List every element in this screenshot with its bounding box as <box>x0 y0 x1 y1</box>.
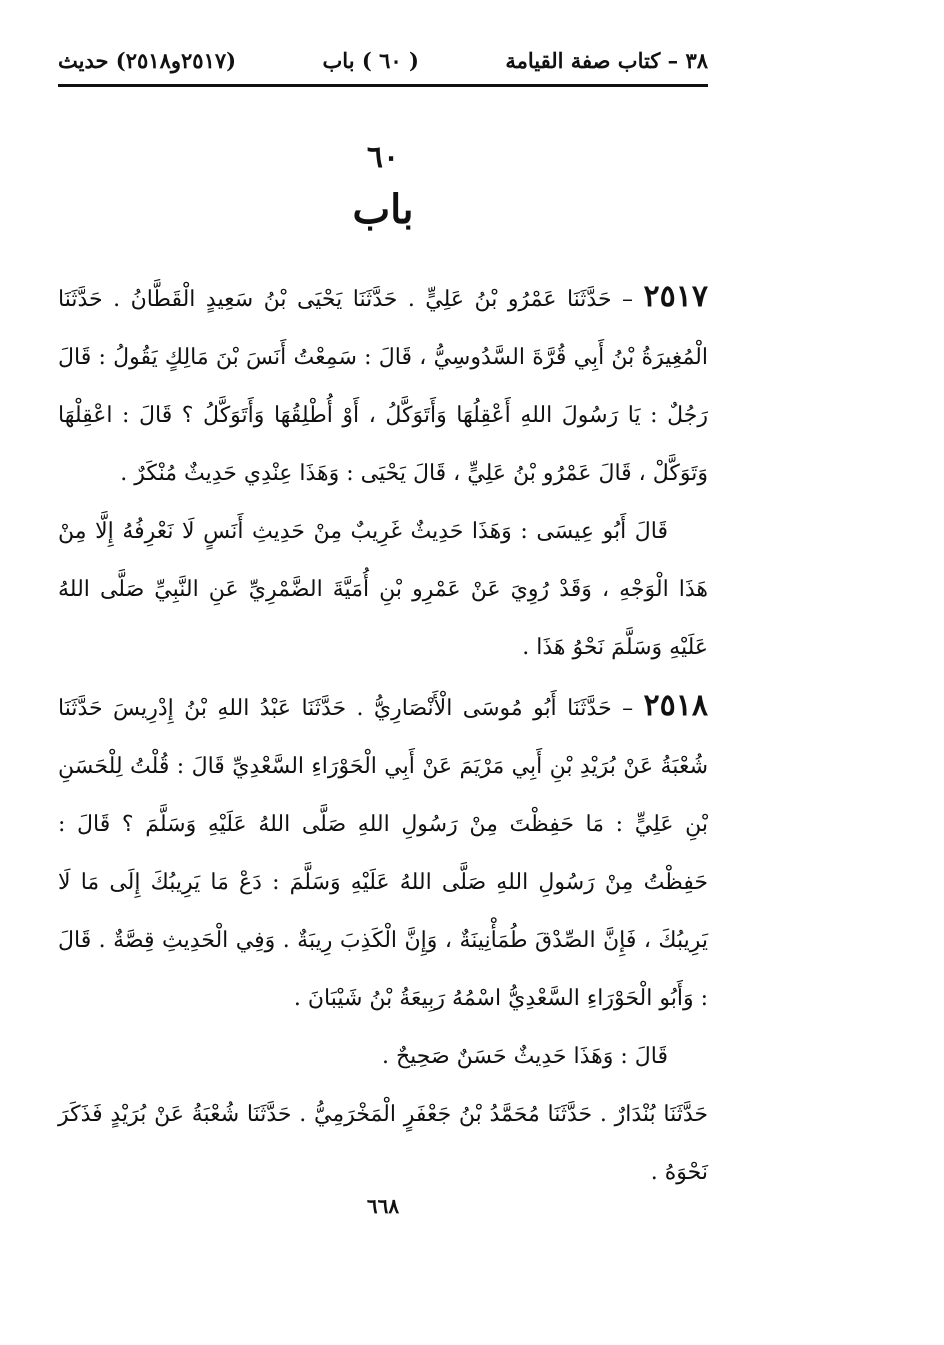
header-rule <box>58 84 708 87</box>
hadith-2517-text: – حَدَّثَنَا عَمْرُو بْنُ عَلِيٍّ . حَدَّثَنَا يَحْيَى بْنُ سَعِيدٍ الْقَطَّانُ . حَدَّثَنَا الْمُغِيرَةُ بْنُ أَبِي قُرَّةَ السَّدُوسِيُّ ، قَالَ : سَمِعْتُ أَنَسَ بْنَ مَالِكٍ يَقُولُ : قَالَ رَجُلٌ : يَا رَسُولَ اللهِ أَعْقِلُهَا وَأَتَوَكَّلُ ، أَوْ أُطْلِقُهَا وَأَتَوَكَّلُ ؟ قَالَ : اعْقِلْهَا وَتَوَكَّلْ ، قَالَ عَمْرُو بْنُ عَلِيٍّ ، قَالَ يَحْيَى : وَهَذَا عِنْدِي حَدِيثٌ مُنْكَرٌ . <box>58 287 708 486</box>
hadith-2517 <box>58 268 708 503</box>
page-number: ٦٦٨ <box>366 1194 400 1218</box>
header-hadith-range: (٢٥١٧و٢٥١٨) حديث <box>58 47 237 73</box>
chapter-title: باب <box>352 186 414 233</box>
header-book-title: ٣٨ – كتاب صفة القيامة <box>505 47 708 73</box>
hadith-2518-text: – حَدَّثَنَا أَبُو مُوسَى الْأَنْصَارِيُّ . حَدَّثَنَا عَبْدُ اللهِ بْنُ إِدْرِيسَ حَدَّثَنَا شُعْبَةُ عَنْ بُرَيْدِ بْنِ أَبِي مَرْيَمَ عَنْ أَبِي الْحَوْرَاءِ السَّعْدِيِّ قَالَ : قُلْتُ لِلْحَسَنِ بْنِ عَلِيٍّ : مَا حَفِظْتَ مِنْ رَسُولِ اللهِ صَلَّى اللهُ عَلَيْهِ وَسَلَّمَ ؟ قَالَ : حَفِظْتُ مِنْ رَسُولِ اللهِ صَلَّى اللهُ عَلَيْهِ وَسَلَّمَ : دَعْ مَا يَرِيبُكَ إِلَى مَا لَا يَرِيبُكَ ، فَإِنَّ الصِّدْقَ طُمَأْنِينَةٌ ، وَإِنَّ الْكَذِبَ رِيبَةٌ . وَفِي الْحَدِيثِ قِصَّةٌ . قَالَ : وَأَبُو الْحَوْرَاءِ السَّعْدِيُّ اسْمُهُ رَبِيعَةُ بْنُ شَيْبَانَ . <box>58 696 708 1011</box>
running-header <box>58 40 708 80</box>
body-text <box>58 268 708 1202</box>
header-chapter: ( ٦٠ ) باب <box>322 47 419 73</box>
hadith-2518 <box>58 677 708 1028</box>
comment-2518: قَالَ : وَهَذَا حَدِيثٌ حَسَنٌ صَحِيحٌ . <box>381 1044 668 1069</box>
chapter-number: ٦٠ <box>366 140 400 175</box>
hadith-2518-number: ٢٥١٨ <box>643 688 708 723</box>
comment-2517: قَالَ أَبُو عِيسَى : وَهَذَا حَدِيثٌ غَرِيبٌ مِنْ حَدِيثِ أَنَسٍ لَا نَعْرِفُهُ إِلَّا مِنْ هَذَا الْوَجْهِ ، وَقَدْ رُوِيَ عَنْ عَمْرِو بْنِ أُمَيَّةَ الضَّمْرِيِّ عَنِ النَّبِيِّ صَلَّى اللهُ عَلَيْهِ وَسَلَّمَ نَحْوُ هَذَا . <box>58 519 708 660</box>
closing-isnad: حَدَّثَنَا بُنْدَارٌ . حَدَّثَنَا مُحَمَّدُ بْنُ جَعْفَرٍ الْمَخْرَمِيُّ . حَدَّثَنَا شُعْبَةُ عَنْ بُرَيْدٍ فَذَكَرَ نَحْوَهُ . <box>58 1102 708 1185</box>
hadith-2517-number: ٢٥١٧ <box>643 279 708 314</box>
